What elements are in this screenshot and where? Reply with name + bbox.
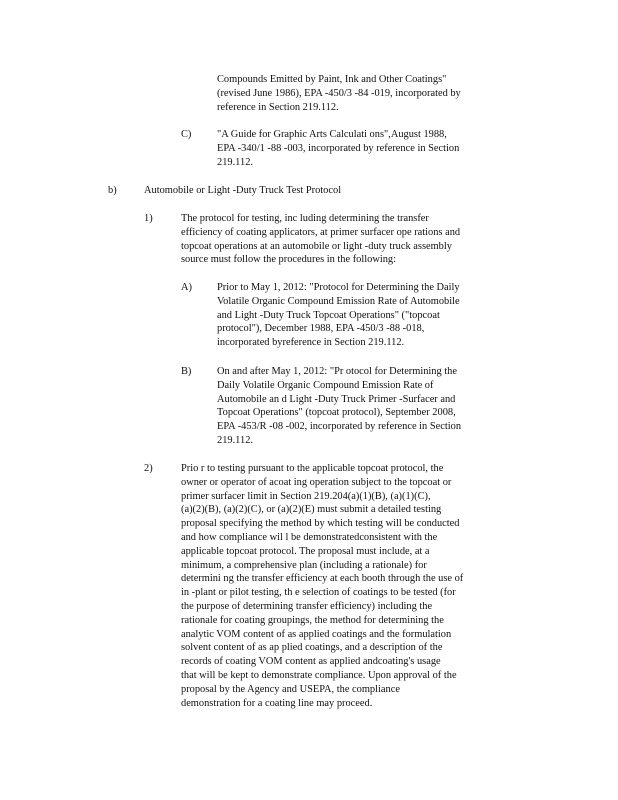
text-line: 219.112. (217, 434, 253, 446)
item-c-paragraph (217, 128, 489, 169)
text-line: On and after May 1, 2012: "Pr otocol for Determining the (217, 366, 457, 377)
text-line: and how compliance wil l be demonstratedconsistent with the (181, 531, 438, 543)
item-1a-marker: A) (181, 282, 192, 293)
text-line: (a)(2)(B), (a)(2)(C), or (a)(2)(E) must submit a detailed testing (181, 504, 442, 516)
item-1b-marker: B) (181, 366, 192, 377)
text-line: reference in Section 219.112. (217, 101, 339, 113)
text-line: Daily Volatile Organic Compound Emission Rate of (217, 379, 434, 391)
text-line: minimum, a comprehensive plan (including a rationale) for (181, 559, 427, 571)
text-line: Prio r to testing pursuant to the applicable topcoat protocol, the (181, 463, 444, 474)
text-line: EPA -453/R -08 -002, incorporated by reference in Section (217, 421, 462, 433)
text-line: that will be kept to demonstrate compliance. Upon approval of the (181, 669, 457, 681)
text-line: analytic VOM content of as applied coatings and the formulation (181, 628, 452, 640)
text-line: protocol"), December 1988, EPA -450/3 -88 -018, (217, 323, 425, 335)
text-line: The protocol for testing, inc luding determining the transfer (181, 213, 429, 224)
item-1-marker: 1) (144, 213, 153, 224)
text-line: and Light -Duty Truck Topcoat Operations" ("topcoat (217, 309, 440, 321)
text-line: primer surfacer limit in Section 219.204(a)(1)(B), (a)(1)(C), (181, 490, 431, 502)
text-line: source must follow the procedures in the following: (181, 254, 396, 266)
text-line: incorporated byreference in Section 219.112. (217, 337, 405, 349)
item-1-paragraph (181, 212, 498, 267)
text-line: (revised June 1986), EPA -450/3 -84 -019, incorporated by (217, 87, 461, 99)
text-line: determini ng the transfer efficiency at each booth through the use of (181, 573, 464, 585)
text-line: owner or operator of acoat ing operation subject to the topcoat or (181, 476, 452, 488)
text-line: applicable topcoat protocol. The proposal must include, at a (181, 545, 430, 557)
text-line: demonstration for a coating line may proceed. (181, 697, 373, 709)
text-line: in -plant or pilot testing, th e selection of coatings to be tested (for (181, 587, 456, 599)
text-line: Automobile an d Light -Duty Truck Primer -Surfacer and (217, 393, 456, 405)
text-line: 219.112. (217, 156, 253, 168)
text-line: "A Guide for Graphic Arts Calculati ons",August 1988, (217, 129, 447, 140)
continuation-paragraph (217, 73, 490, 114)
text-line: proposal by the Agency and USEPA, the compliance (181, 683, 400, 695)
text-line: topcoat operations at an automobile or light -duty truck assembly (181, 240, 452, 252)
item-1a-paragraph (217, 281, 497, 350)
item-c-marker: C) (181, 129, 192, 140)
text-line: Volatile Organic Compound Emission Rate of Automobile (217, 295, 460, 307)
text-line: EPA -340/1 -88 -003, incorporated by reference in Section (217, 142, 460, 154)
text-line: proposal specifying the method by which testing will be conducted (181, 518, 460, 530)
text-line: rationale for coating groupings, the method for determining the (181, 614, 444, 626)
text-line: Compounds Emitted by Paint, Ink and Other Coatings" (217, 74, 447, 85)
text-line: efficiency of coating applicators, at primer surfacer ope rations and (181, 226, 461, 238)
text-line: records of coating VOM content as applied andcoating's usage (181, 656, 441, 668)
text-line: the purpose of determining transfer efficiency) including the (181, 600, 433, 612)
text-line: Topcoat Operations" (topcoat protocol), September 2008, (217, 407, 456, 419)
section-b-heading: Automobile or Light -Duty Truck Test Protocol (144, 185, 342, 196)
section-b-marker: b) (108, 185, 117, 196)
text-line: Prior to May 1, 2012: "Protocol for Determining the Daily (217, 282, 460, 293)
text-line: solvent content of as ap plied coatings, and a description of the (181, 642, 443, 654)
item-2-paragraph (181, 462, 504, 710)
item-1b-paragraph (217, 365, 497, 448)
item-2-marker: 2) (144, 463, 153, 474)
